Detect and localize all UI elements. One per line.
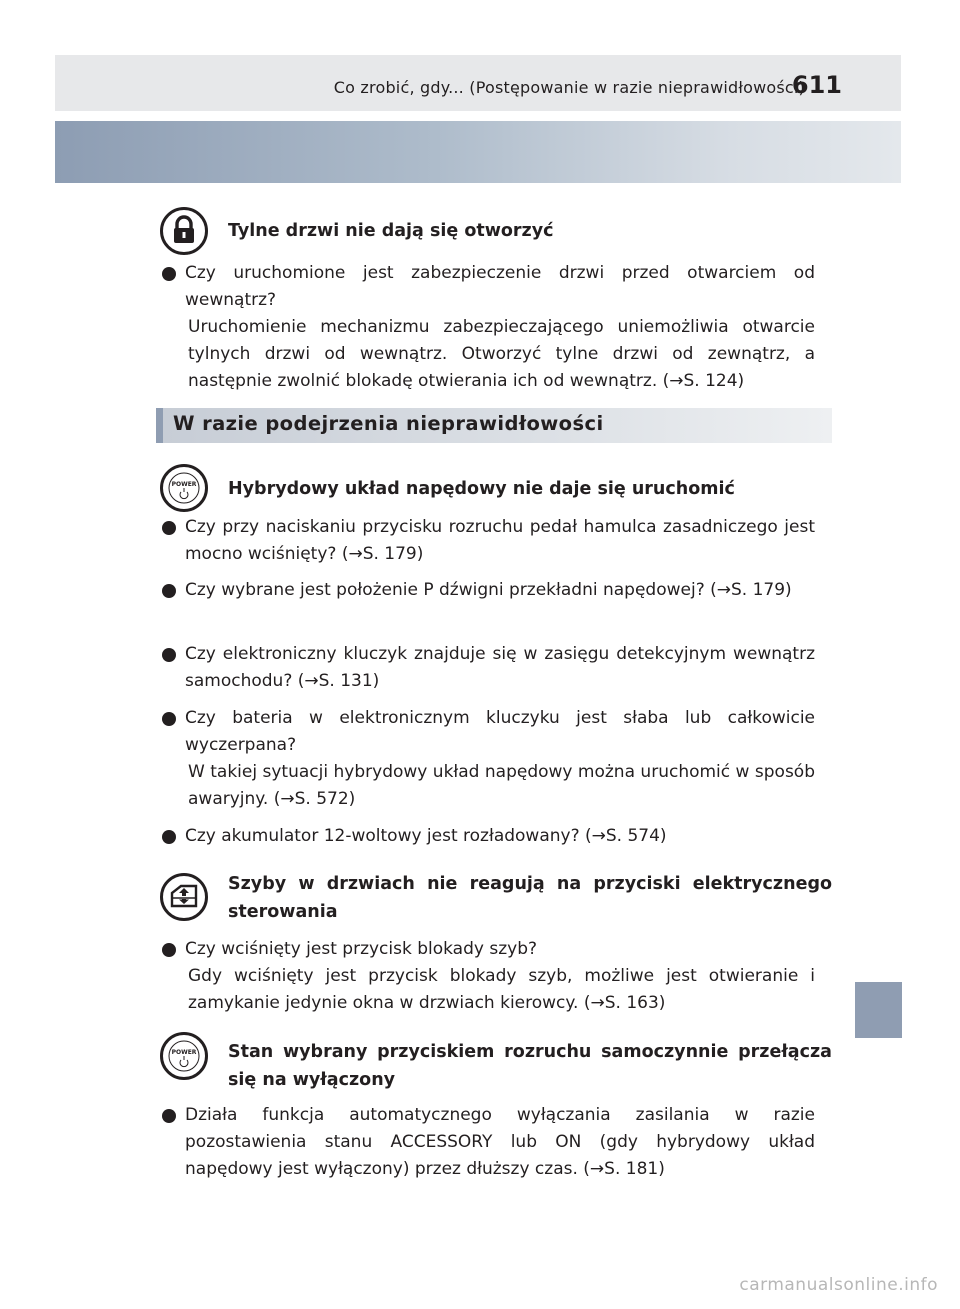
question-text: Działa funkcja automatycznego wyłączania zasilania w razie pozostawienia stanu ACCESSORY lub ON (gdy hybrydowy układ napędowy jest wyłączony) przez dłuższy czas. (→S. 181)	[185, 1105, 815, 1179]
question-text: Czy uruchomione jest zabezpieczenie drzwi przed otwarciem od wewnątrz?	[185, 263, 815, 310]
bullet-icon	[162, 943, 176, 957]
answer-text: Uruchomienie mechanizmu zabezpieczającego uniemożliwia otwarcie tylnych drzwi od wewnątrz. Otworzyć tylne drzwi od zewnątrz, a następnie zwolnić blokadę otwierania ich od wewnątrz. (→S. 124)	[188, 317, 815, 391]
bullet-icon	[162, 1109, 176, 1123]
bullet-icon	[162, 521, 176, 535]
question-text: Czy przy naciskaniu przycisku rozruchu pedał hamulca zasadniczego jest mocno wciśnięty? (→S. 179)	[185, 517, 815, 564]
bullet-icon	[162, 712, 176, 726]
watermark: carmanualsonline.info	[739, 1275, 938, 1295]
bullet-icon	[162, 584, 176, 598]
chapter-tab	[855, 982, 902, 1038]
power-label: POWER	[171, 1049, 197, 1056]
section-title-bar	[156, 408, 832, 443]
answer-text: W takiej sytuacji hybrydowy układ napędowy można uruchomić w sposób awaryjny. (→S. 572)	[188, 762, 815, 809]
power-button-icon	[160, 1032, 208, 1080]
list-item	[185, 705, 815, 813]
bullet-icon	[162, 648, 176, 662]
question-text: Czy elektroniczny kluczyk znajduje się w zasięgu detekcyjnym wewnątrz samochodu? (→S. 131)	[185, 644, 815, 691]
heading-windows: Szyby w drzwiach nie reagują na przyciski elektrycznego sterowania	[228, 874, 832, 922]
bullet-icon	[162, 830, 176, 844]
power-window-icon	[160, 873, 208, 921]
list-item	[185, 577, 815, 604]
list-item	[185, 514, 815, 568]
list-item	[185, 260, 815, 395]
power-label: POWER	[171, 481, 197, 488]
section-title: W razie podejrzenia nieprawidłowości	[173, 412, 604, 435]
list-item	[185, 641, 815, 695]
question-text: Czy akumulator 12-woltowy jest rozładowany? (→S. 574)	[185, 826, 667, 846]
question-text: Czy wybrane jest położenie P dźwigni przekładni napędowej? (→S. 179)	[185, 580, 792, 600]
heading-rear-doors: Tylne drzwi nie dają się otworzyć	[228, 221, 554, 241]
bullet-icon	[162, 267, 176, 281]
page-number: 611	[791, 71, 842, 99]
heading-hybrid-start: Hybrydowy układ napędowy nie daje się uruchomić	[228, 479, 735, 499]
heading-auto-off: Stan wybrany przyciskiem rozruchu samoczynnie przełącza się na wyłączony	[228, 1042, 832, 1090]
list-item	[185, 936, 815, 1017]
decorative-band	[55, 121, 901, 183]
list-item	[185, 823, 815, 850]
list-item	[185, 1102, 815, 1183]
question-text: Czy wciśnięty jest przycisk blokady szyb?	[185, 939, 538, 959]
question-text: Czy bateria w elektronicznym kluczyku jest słaba lub całkowicie wyczerpana?	[185, 708, 815, 755]
answer-text: Gdy wciśnięty jest przycisk blokady szyb, możliwe jest otwieranie i zamykanie jedynie okna w drzwiach kierowcy. (→S. 163)	[188, 966, 815, 1013]
power-button-icon	[160, 464, 208, 512]
page-header-title: Co zrobić, gdy... (Postępowanie w razie nieprawidłowości)	[333, 78, 805, 97]
lock-icon	[160, 207, 208, 255]
